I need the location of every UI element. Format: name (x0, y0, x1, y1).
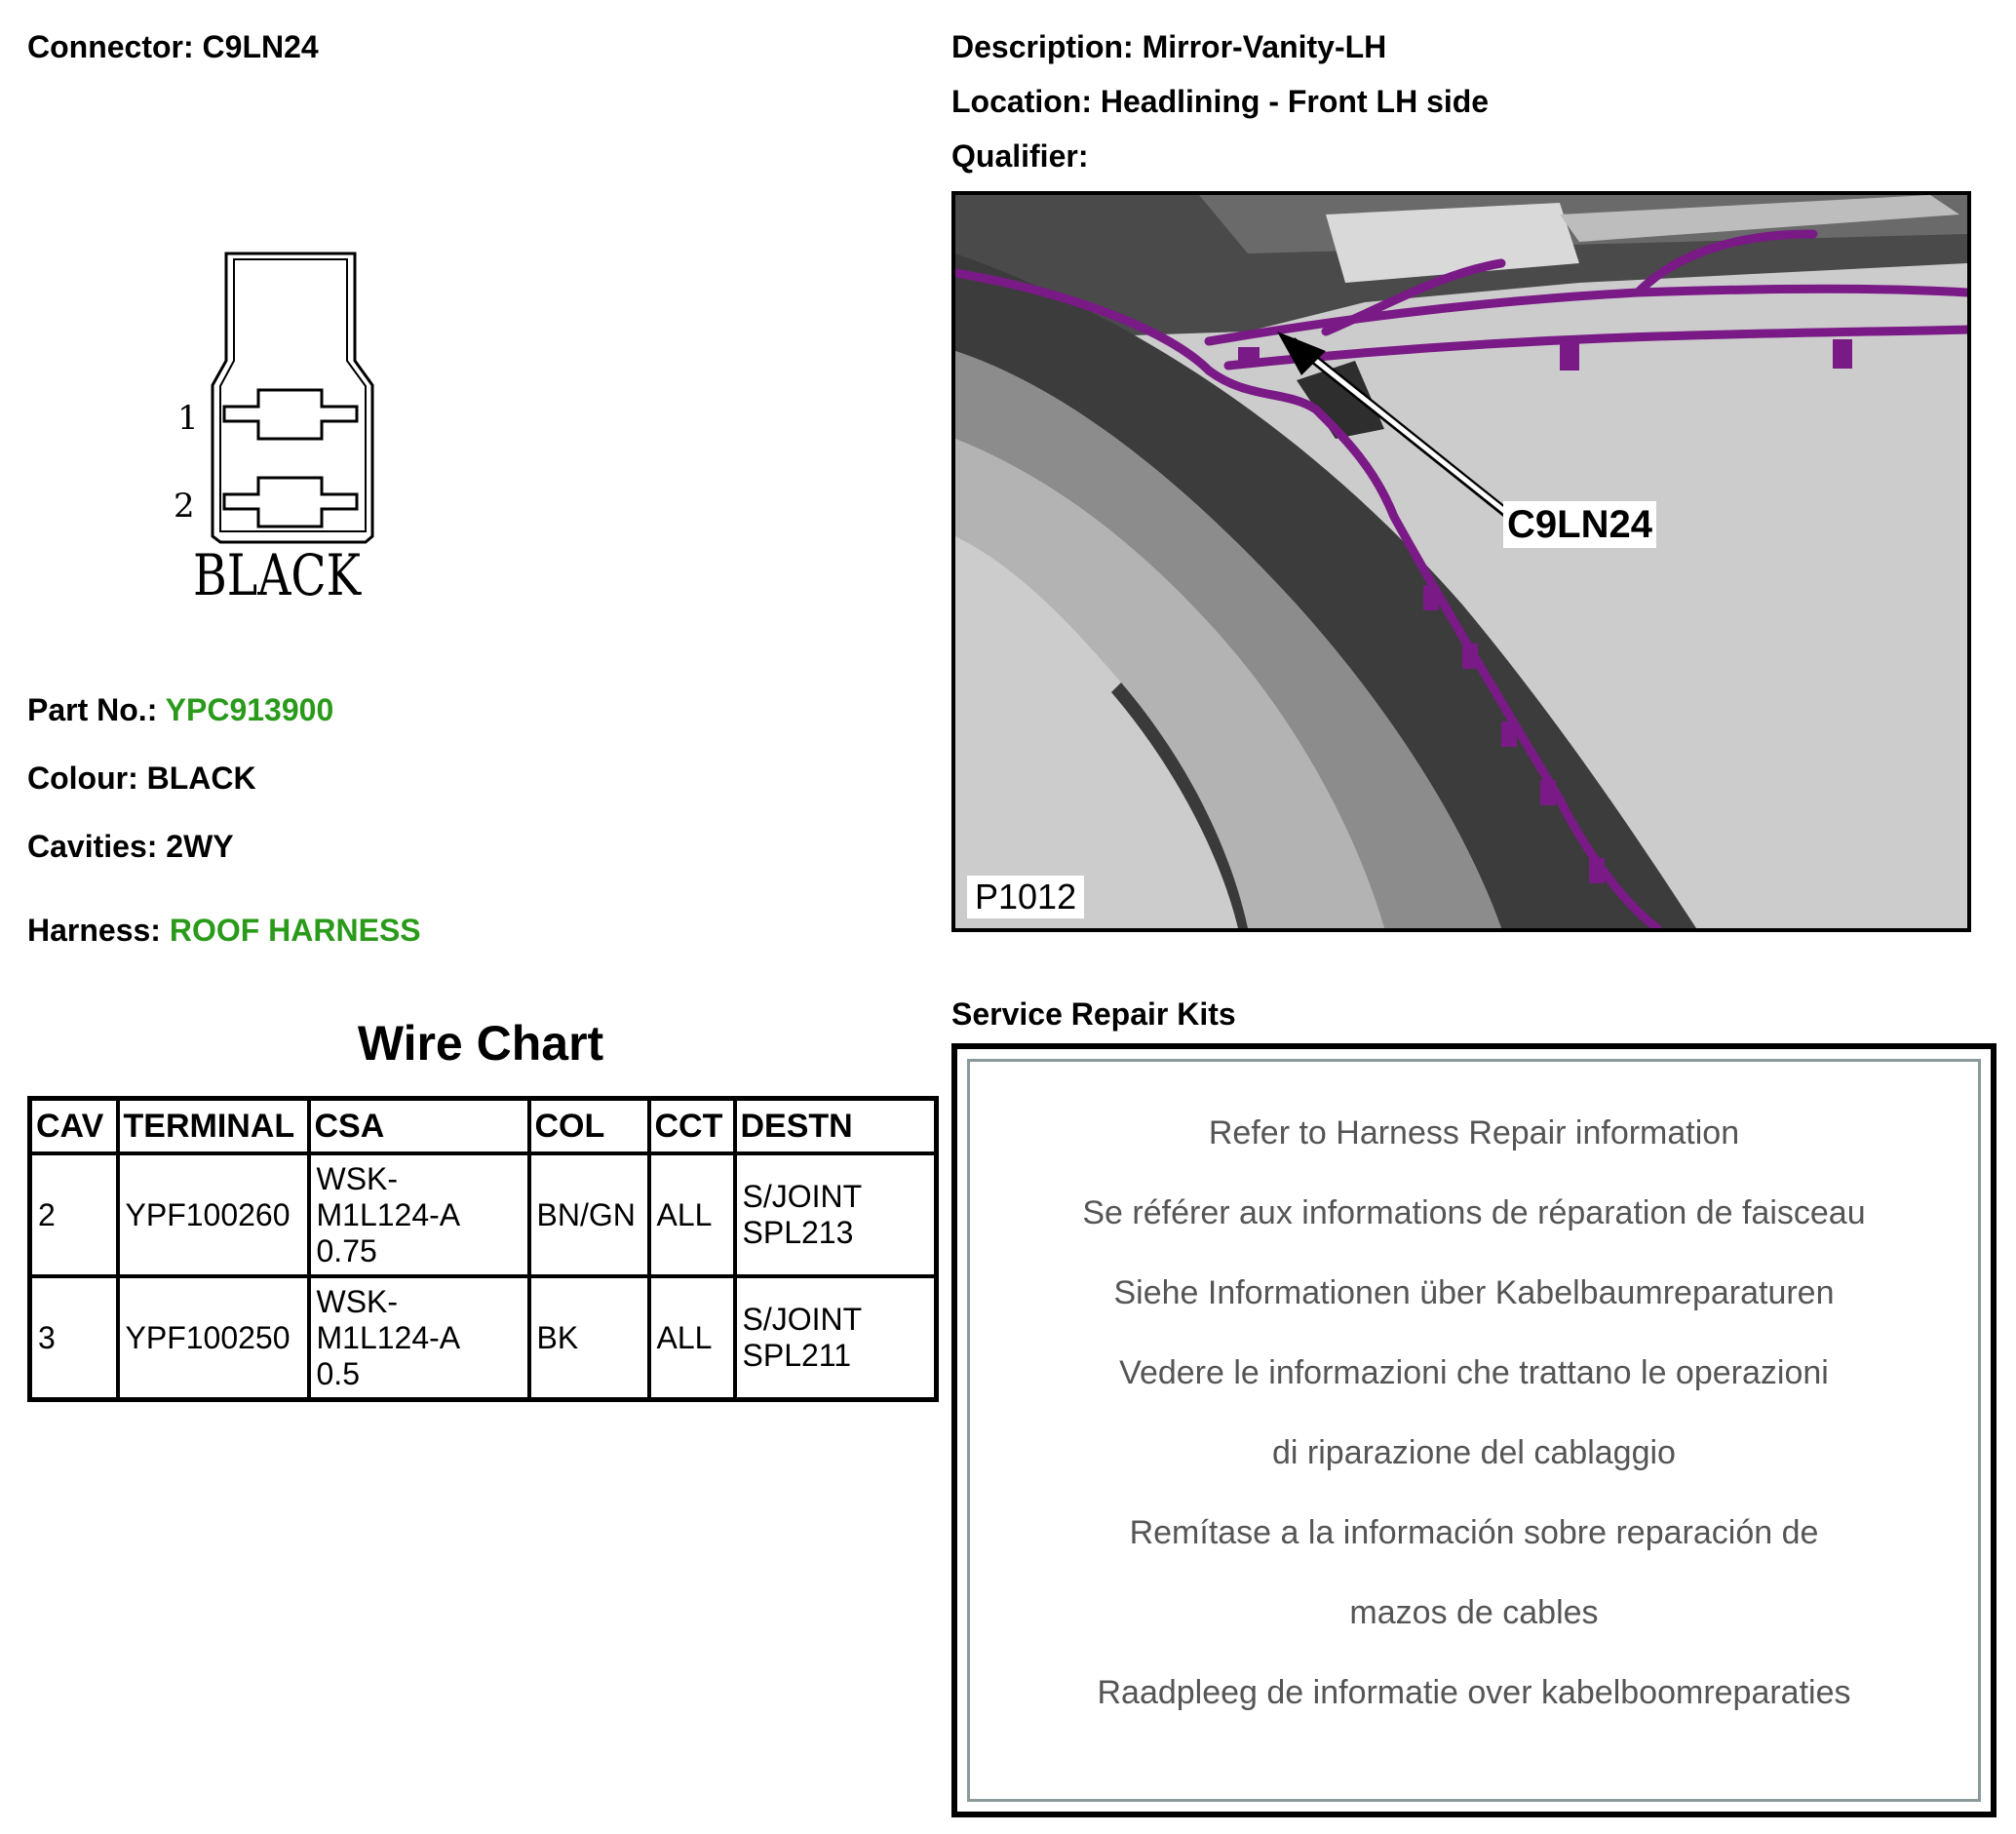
description-field (951, 27, 1386, 66)
wire-chart-title: Wire Chart (357, 1016, 604, 1071)
kit-line: Siehe Informationen über Kabelbaumreparaturen (1113, 1274, 1835, 1311)
kit-line: Se référer aux informations de réparation de faisceau (1082, 1194, 1866, 1231)
qualifier-label: Qualifier: (951, 138, 1089, 174)
location-value: Headlining - Front LH side (1100, 84, 1490, 119)
cell-cav: 2 (30, 1153, 118, 1276)
harness-field (27, 911, 421, 950)
table-header-row (30, 1099, 937, 1154)
location-photo-drawing (955, 195, 1967, 928)
part-no-field (27, 690, 333, 729)
cavities-label: Cavities: (27, 829, 158, 864)
colour-label: Colour: (27, 761, 138, 796)
kit-line: di riparazione del cablaggio (1272, 1434, 1676, 1471)
kit-line: Raadpleeg de informatie over kabelboomreparaties (1097, 1674, 1851, 1711)
cell-csa: WSK- M1L124-A 0.5 (309, 1276, 529, 1400)
connector-callout-label: C9LN24 (1503, 501, 1656, 548)
table-row (30, 1153, 937, 1276)
cell-terminal: YPF100250 (118, 1276, 309, 1400)
cell-csa: WSK- M1L124-A 0.75 (309, 1153, 529, 1276)
location-field (951, 82, 1489, 121)
connector-face-diagram (166, 244, 390, 614)
pin-2-number: 2 (174, 487, 195, 526)
table-row (30, 1276, 937, 1400)
connector-value: C9LN24 (202, 29, 319, 64)
description-value: Mirror-Vanity-LH (1142, 29, 1387, 64)
cell-cct: ALL (649, 1276, 735, 1400)
header-csa: CSA (309, 1099, 529, 1154)
colour-value: BLACK (146, 761, 256, 796)
service-kits-box (951, 1043, 1997, 1817)
kit-line: Vedere le informazioni che trattano le operazioni (1119, 1354, 1829, 1391)
part-no-link[interactable]: YPC913900 (165, 692, 334, 727)
cell-col: BN/GN (529, 1153, 649, 1276)
cell-destn: S/JOINT SPL211 (735, 1276, 937, 1400)
connector-label: Connector: (27, 29, 194, 64)
description-label: Description: (951, 29, 1134, 64)
cell-cct: ALL (649, 1153, 735, 1276)
wire-chart-table (27, 1096, 939, 1402)
kit-line: mazos de cables (1349, 1594, 1599, 1631)
header-terminal: TERMINAL (118, 1099, 309, 1154)
header-destn: DESTN (735, 1099, 937, 1154)
kit-line: Refer to Harness Repair information (1208, 1114, 1740, 1151)
colour-field (27, 759, 256, 798)
cell-cav: 3 (30, 1276, 118, 1400)
connector-field (27, 27, 319, 66)
header-col: COL (529, 1099, 649, 1154)
qualifier-field (951, 137, 1088, 176)
cell-destn: S/JOINT SPL213 (735, 1153, 937, 1276)
cavities-value: 2WY (166, 829, 234, 864)
harness-label: Harness: (27, 913, 161, 948)
diagram-colour-text: BLACK (193, 542, 363, 608)
cavities-field (27, 827, 234, 866)
location-photo (951, 191, 1971, 932)
pin-1-number: 1 (177, 399, 199, 438)
harness-link[interactable]: ROOF HARNESS (169, 913, 421, 948)
photo-id-label: P1012 (967, 876, 1084, 918)
service-kits-title: Service Repair Kits (951, 996, 1236, 1032)
service-kits-inner-box (967, 1059, 1981, 1802)
kit-line: Remítase a la información sobre reparación de (1129, 1514, 1819, 1551)
cell-col: BK (529, 1276, 649, 1400)
header-cav: CAV (30, 1099, 118, 1154)
location-label: Location: (951, 84, 1092, 119)
part-no-label: Part No.: (27, 692, 158, 727)
cell-terminal: YPF100260 (118, 1153, 309, 1276)
header-cct: CCT (649, 1099, 735, 1154)
